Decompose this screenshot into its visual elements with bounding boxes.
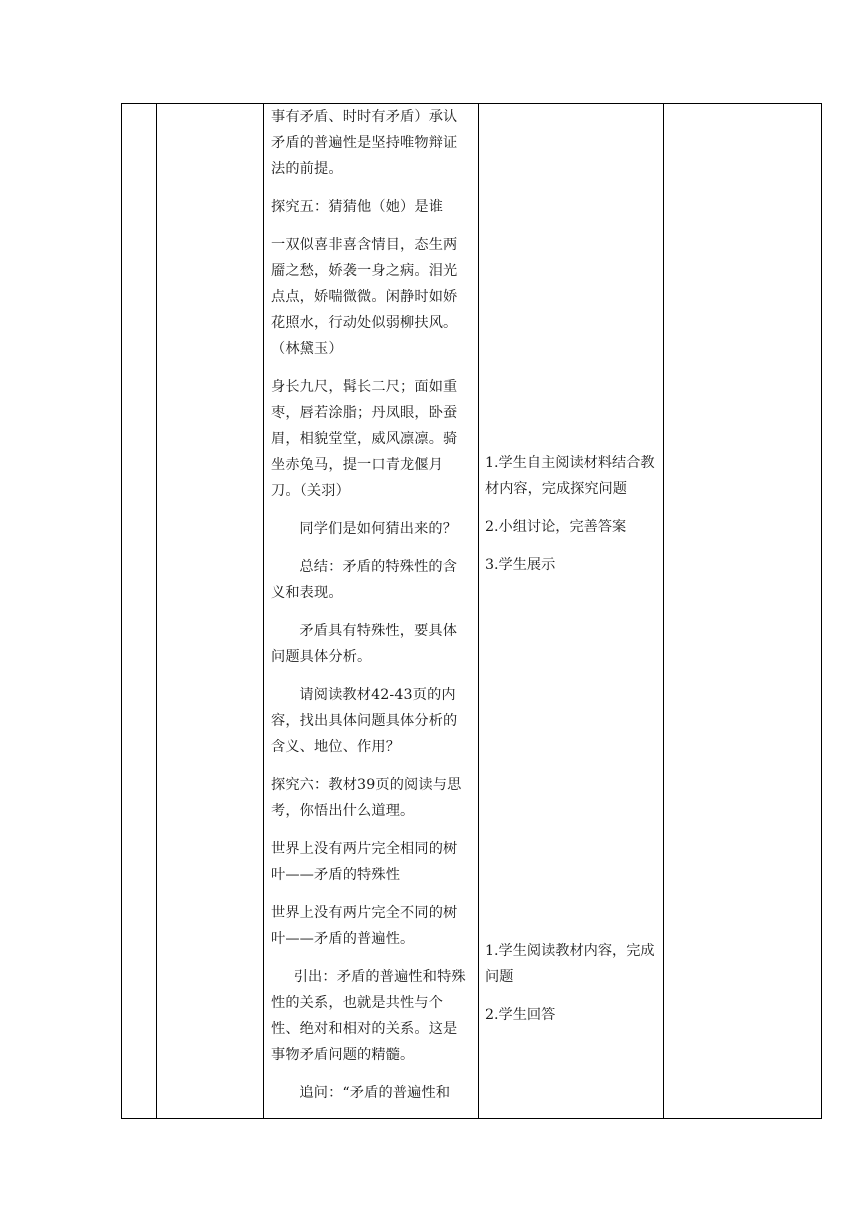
student-activity-group [485,938,657,1040]
activity-item: 1.学生阅读教材内容，完成问题 [485,943,655,985]
content-paragraph: 请阅读教材42-43页的内容，找出具体问题具体分析的含义、地位、作用？ [271,687,458,755]
table-cell-col2 [157,104,264,1119]
content-paragraph: 总结：矛盾的特殊性的含义和表现。 [271,559,458,601]
inquiry-six-heading: 探究六：教材39页的阅读与思考，你悟出什么道理。 [271,777,462,819]
student-activity-group [485,450,657,590]
activity-item: 1.学生自主阅读材料结合教材内容，完成探究问题 [485,455,655,497]
content-paragraph: 身长九尺，髯长二尺；面如重枣，唇若涂脂；丹凤眼，卧蚕眉，相貌堂堂，威风凛凛。骑坐赤兔马，提一口青龙偃月刀。（关羽） [271,379,458,499]
activity-item: 2.学生回答 [485,1007,556,1023]
content-paragraph: 世界上没有两片完全不同的树叶——矛盾的普遍性。 [271,905,458,947]
inquiry-five-heading: 探究五：猜猜他（她）是谁 [271,199,444,215]
content-paragraph: 一双似喜非喜含情目，态生两靥之愁，娇袭一身之病。泪光点点，娇喘微微。闲静时如娇花照水，行动处似弱柳扶风。（林黛玉） [271,237,458,357]
content-paragraph: 事有矛盾、时时有矛盾）承认矛盾的普遍性是坚持唯物辩证法的前提。 [271,109,458,177]
activity-item: 2.小组讨论，完善答案 [485,519,627,535]
content-paragraph: 引出：矛盾的普遍性和特殊性的关系，也就是共性与个性、绝对和相对的关系。这是事物矛盾问题的精髓。 [271,969,466,1063]
table-cell-col1 [122,104,157,1119]
table-row [122,104,822,1119]
student-activity-cell [479,104,664,1119]
content-paragraph: 世界上没有两片完全相同的树叶——矛盾的特殊性 [271,841,458,883]
activity-item: 3.学生展示 [485,557,556,573]
teaching-content-cell [264,104,479,1119]
content-paragraph: 同学们是如何猜出来的？ [299,521,458,537]
content-paragraph: 追问：“矛盾的普遍性和 [299,1085,451,1101]
table-cell-col5 [664,104,822,1119]
content-paragraph: 矛盾具有特殊性，要具体问题具体分析。 [271,623,458,665]
lesson-plan-table [121,103,822,1119]
